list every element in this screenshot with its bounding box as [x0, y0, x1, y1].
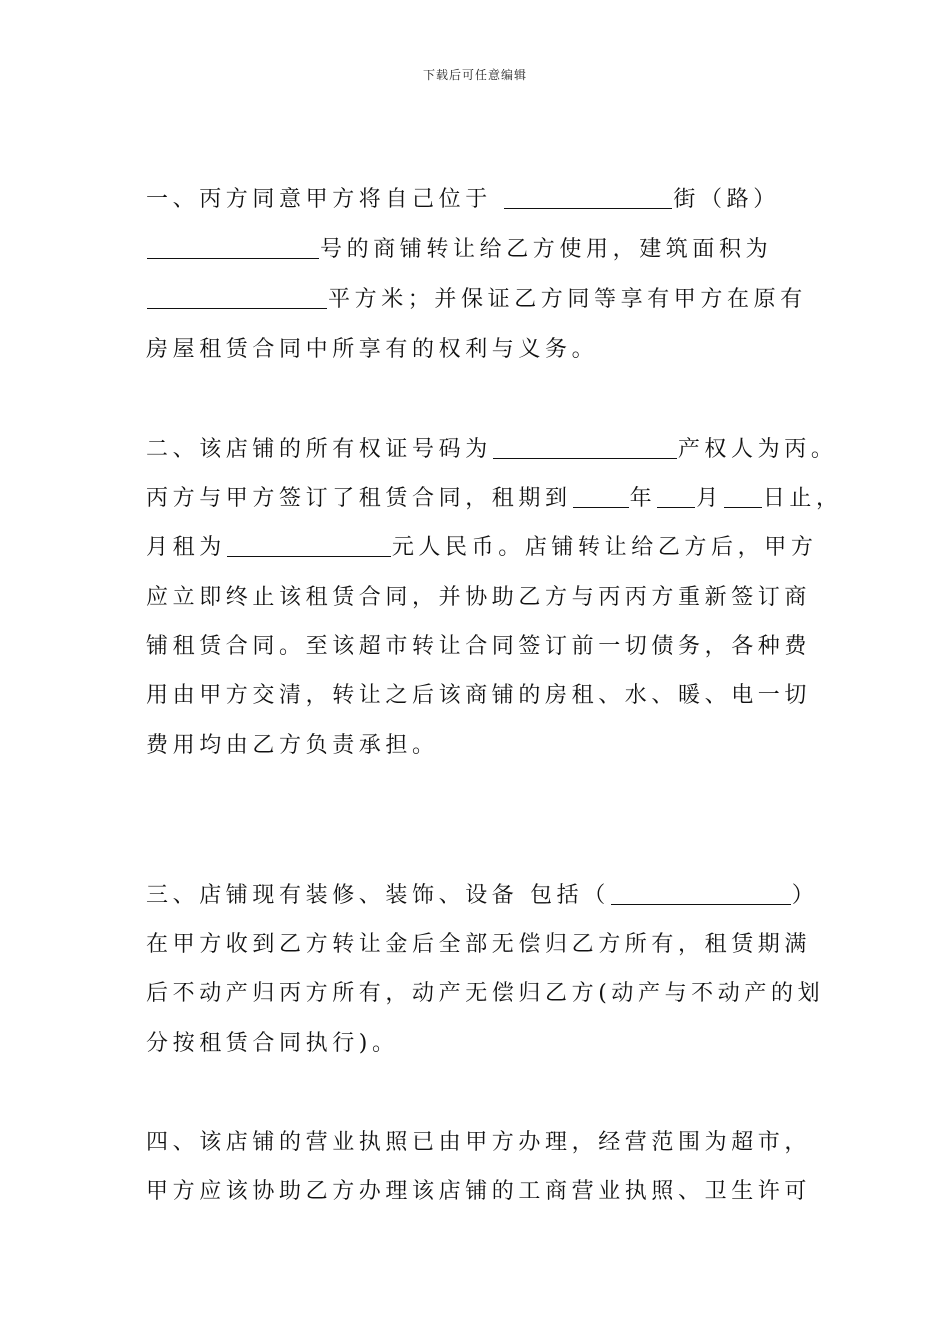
text-line [146, 330, 598, 370]
fill-in-blank [657, 479, 695, 508]
text-segment: 一、丙方同意甲方将自己位于 [146, 187, 504, 212]
text-line [146, 1123, 811, 1163]
text-segment: 平方米；并保证乙方同等享有甲方在原有 [328, 287, 807, 312]
text-line [146, 676, 811, 716]
fill-in-blank [227, 528, 391, 557]
text-segment: 房屋租赁合同中所享有的权利与义务。 [146, 337, 599, 362]
text-line [146, 230, 772, 270]
fill-in-blank [147, 230, 319, 259]
text-segment: 月 [696, 486, 723, 511]
text-line [146, 1172, 811, 1212]
text-line [146, 1024, 399, 1064]
fill-in-blank [504, 180, 672, 209]
text-line [146, 430, 837, 470]
text-segment: ） [791, 883, 819, 908]
fill-in-blank [573, 479, 629, 508]
text-segment: 费用均由乙方负责承担。 [146, 733, 439, 758]
text-line [146, 479, 843, 519]
text-segment: 号的商铺转让给乙方使用，建筑面积为 [320, 237, 773, 262]
text-segment: 在甲方收到乙方转让金后全部无偿归乙方所有，租赁期满 [146, 932, 812, 957]
text-segment: 元人民币。店铺转让给乙方后，甲方 [391, 535, 818, 560]
fill-in-blank [611, 876, 791, 905]
text-line [146, 876, 818, 916]
fill-in-blank [724, 479, 762, 508]
text-segment: 产权人为丙。 [677, 437, 838, 462]
text-segment: 月租为 [146, 535, 226, 560]
text-line [146, 528, 817, 568]
text-segment: 三、店铺现有装修、装饰、设备 包括（ [146, 883, 610, 908]
text-line [146, 925, 811, 965]
text-segment: 分按租赁合同执行)。 [146, 1031, 399, 1056]
text-segment: 甲方应该协助乙方办理该店铺的工商营业执照、卫生许可 [146, 1179, 812, 1204]
text-segment: 铺租赁合同。至该超市转让合同签订前一切债务，各种费 [146, 634, 812, 659]
text-segment: 日止， [762, 486, 843, 511]
text-line [146, 974, 824, 1014]
fill-in-blank [493, 430, 677, 459]
text-segment: 四、该店铺的营业执照已由甲方办理，经营范围为超市， [146, 1130, 812, 1155]
fill-in-blank [147, 280, 327, 309]
text-segment: 后不动产归丙方所有，动产无偿归乙方(动产与不动产的划 [146, 981, 825, 1006]
text-segment: 年 [629, 486, 657, 511]
text-line [146, 627, 811, 667]
text-line [146, 578, 811, 618]
text-segment: 二、该店铺的所有权证号码为 [146, 437, 492, 462]
text-line [146, 280, 807, 320]
text-line [146, 726, 439, 766]
text-segment: 用由甲方交清，转让之后该商铺的房租、水、暖、电一切 [146, 683, 812, 708]
text-segment: 应立即终止该租赁合同，并协助乙方与丙丙方重新签订商 [146, 585, 812, 610]
text-line [146, 180, 780, 220]
text-segment: 街（路） [673, 187, 780, 212]
page-header: 下载后可任意编辑 [422, 68, 527, 82]
text-segment: 丙方与甲方签订了租赁合同，租期到 [146, 486, 572, 511]
